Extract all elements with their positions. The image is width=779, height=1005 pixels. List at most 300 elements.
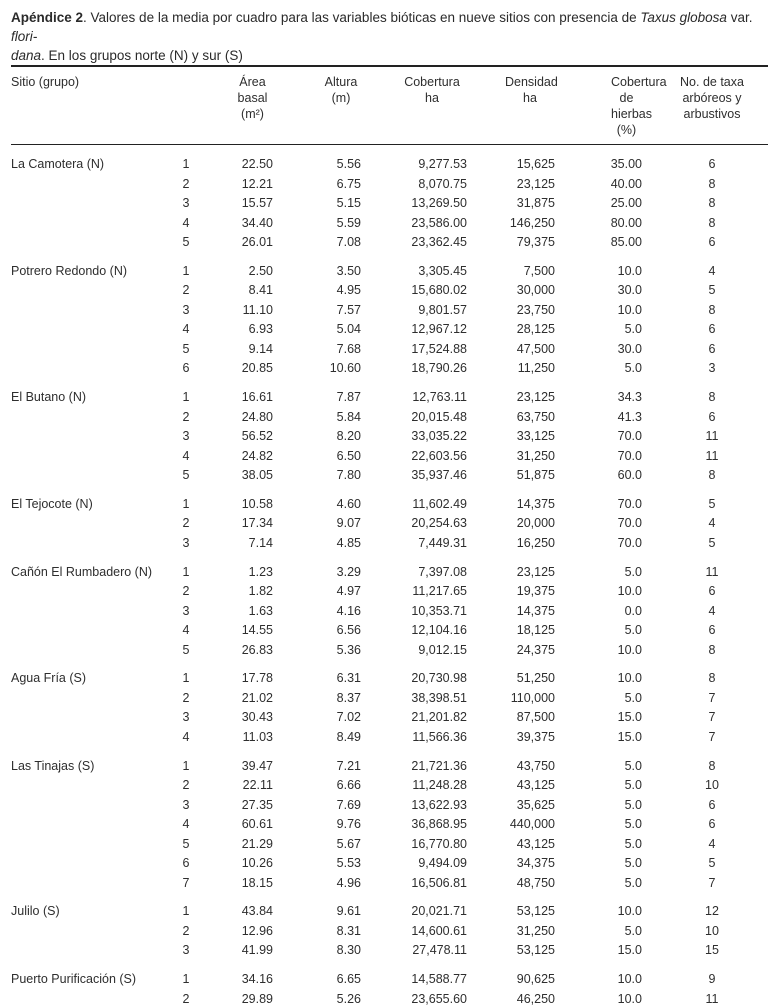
cell-density: 33,125 <box>516 429 555 443</box>
table-row <box>11 300 768 320</box>
cell-herb_cover: 5.0 <box>624 836 642 851</box>
cell-herb_cover: 5.0 <box>624 923 642 938</box>
cell-herb_cover: 30.0 <box>617 341 642 356</box>
cell-quadrat: 2 <box>182 923 190 938</box>
column-header-line: de hierbas <box>611 91 652 121</box>
cell-quadrat: 1 <box>182 157 190 171</box>
table-row <box>11 232 768 252</box>
cell-site <box>11 688 168 708</box>
cell-taxa: 6 <box>708 322 716 337</box>
cell-site <box>11 533 168 553</box>
cell-height: 7.08 <box>336 235 361 249</box>
cell-density: 7,500 <box>523 263 555 278</box>
cell-density: 43,125 <box>516 778 555 792</box>
cell-quadrat: 3 <box>182 943 190 958</box>
table-row <box>11 989 768 1005</box>
cell-taxa: 8 <box>708 302 716 317</box>
cell-herb_cover: 5.0 <box>624 778 642 792</box>
cell-site <box>11 514 168 534</box>
cell-taxa: 7 <box>708 710 716 725</box>
caption-segment: var. <box>726 10 753 25</box>
cell-height: 3.50 <box>336 263 361 278</box>
cell-cover: 17,524.88 <box>411 341 467 356</box>
cell-height: 6.65 <box>336 972 361 986</box>
cell-quadrat: 3 <box>182 429 190 443</box>
table-row <box>11 252 768 281</box>
cell-taxa: 6 <box>708 817 716 831</box>
table-row <box>11 174 768 194</box>
cell-height: 6.50 <box>336 448 361 463</box>
cell-site: Puerto Purificación (S) <box>11 972 137 986</box>
cell-herb_cover: 5.0 <box>624 361 642 376</box>
cell-site <box>11 213 168 233</box>
cell-basal_area: 2.50 <box>248 263 273 278</box>
cell-height: 8.30 <box>336 943 361 958</box>
cell-herb_cover: 10.0 <box>617 263 642 278</box>
table-row <box>11 834 768 854</box>
cell-basal_area: 39.47 <box>241 758 273 773</box>
cell-site <box>11 873 168 893</box>
cell-cover: 13,269.50 <box>411 196 467 210</box>
cell-density: 20,000 <box>516 516 555 531</box>
cell-height: 3.29 <box>336 564 361 579</box>
cell-taxa: 4 <box>708 516 716 531</box>
table-row <box>11 281 768 301</box>
cell-basal_area: 18.15 <box>241 875 273 890</box>
cell-herb_cover: 40.00 <box>610 176 642 191</box>
cell-site <box>11 300 168 320</box>
table-row <box>11 775 768 795</box>
table-row <box>11 485 768 514</box>
column-header-line: (m) <box>331 91 351 105</box>
cell-basal_area: 34.16 <box>241 972 273 986</box>
cell-site <box>11 708 168 728</box>
cell-quadrat: 3 <box>182 302 190 317</box>
table-row <box>11 407 768 427</box>
cell-site: Cañón El Rumbadero (N) <box>11 564 153 579</box>
cell-height: 9.61 <box>336 904 361 919</box>
cell-basal_area: 16.61 <box>241 390 273 404</box>
cell-herb_cover: 10.0 <box>617 991 642 1005</box>
caption-segment: flori- <box>11 29 38 44</box>
cell-density: 146,250 <box>509 215 555 230</box>
cell-site <box>11 601 168 621</box>
cell-quadrat: 4 <box>182 215 190 230</box>
cell-cover: 9,277.53 <box>418 157 467 171</box>
cell-cover: 16,770.80 <box>411 836 467 851</box>
cell-site <box>11 853 168 873</box>
cell-taxa: 5 <box>708 283 716 298</box>
column-header-quadrat <box>168 66 204 145</box>
cell-cover: 22,603.56 <box>411 448 467 463</box>
cell-density: 35,625 <box>516 797 555 812</box>
cell-density: 14,375 <box>516 496 555 511</box>
cell-taxa: 5 <box>708 496 716 511</box>
cell-height: 5.67 <box>336 836 361 851</box>
column-header-line: Cobertura <box>404 75 460 89</box>
cell-taxa: 6 <box>708 584 716 598</box>
cell-basal_area: 17.78 <box>241 671 273 686</box>
cell-quadrat: 5 <box>182 836 190 851</box>
cell-taxa: 6 <box>708 623 716 637</box>
cell-density: 14,375 <box>516 603 555 618</box>
cell-herb_cover: 34.3 <box>617 390 642 404</box>
cell-quadrat: 1 <box>182 671 190 686</box>
cell-quadrat: 2 <box>182 584 190 598</box>
cell-density: 53,125 <box>516 943 555 958</box>
cell-basal_area: 60.61 <box>241 817 273 831</box>
cell-cover: 38,398.51 <box>411 690 467 705</box>
cell-height: 5.15 <box>336 196 361 210</box>
cell-density: 23,125 <box>516 390 555 404</box>
cell-density: 23,125 <box>516 176 555 191</box>
cell-cover: 8,070.75 <box>418 176 467 191</box>
cell-height: 8.49 <box>336 729 361 744</box>
table-row <box>11 747 768 776</box>
cell-basal_area: 20.85 <box>241 361 273 376</box>
cell-cover: 10,353.71 <box>411 603 467 618</box>
cell-taxa: 11 <box>705 429 719 443</box>
cell-density: 31,250 <box>516 448 555 463</box>
cell-basal_area: 22.50 <box>241 157 273 171</box>
cell-quadrat: 5 <box>182 468 190 482</box>
cell-cover: 11,248.28 <box>412 778 467 792</box>
cell-height: 7.21 <box>336 758 361 773</box>
caption-segment: Apéndice 2 <box>11 10 84 25</box>
cell-herb_cover: 41.3 <box>617 409 642 424</box>
cell-quadrat: 4 <box>182 448 190 463</box>
cell-site <box>11 339 168 359</box>
cell-basal_area: 29.89 <box>241 991 273 1005</box>
cell-site: Las Tinajas (S) <box>11 758 95 773</box>
cell-cover: 21,721.36 <box>411 758 467 773</box>
cell-quadrat: 3 <box>182 710 190 725</box>
cell-site <box>11 941 168 961</box>
cell-taxa: 8 <box>708 196 716 210</box>
cell-height: 7.57 <box>336 302 361 317</box>
cell-basal_area: 10.26 <box>241 856 273 870</box>
cell-herb_cover: 5.0 <box>624 564 642 579</box>
table-row <box>11 640 768 660</box>
cell-cover: 33,035.22 <box>411 429 467 443</box>
cell-density: 34,375 <box>516 856 555 870</box>
cell-height: 7.80 <box>336 468 361 482</box>
cell-density: 23,750 <box>516 302 555 317</box>
cell-taxa: 6 <box>708 797 716 812</box>
cell-herb_cover: 5.0 <box>624 797 642 812</box>
cell-basal_area: 7.14 <box>248 535 273 550</box>
column-header-line: Cobertura <box>611 75 667 89</box>
cell-cover: 7,449.31 <box>418 535 467 550</box>
cell-height: 4.95 <box>336 283 361 298</box>
cell-site <box>11 795 168 815</box>
column-header-cover <box>361 66 467 145</box>
cell-taxa: 5 <box>708 856 716 870</box>
column-header-line: No. de taxa <box>680 75 744 89</box>
cell-herb_cover: 15.0 <box>617 729 642 744</box>
cell-basal_area: 1.82 <box>248 584 273 598</box>
cell-site <box>11 193 168 213</box>
cell-density: 11,250 <box>517 361 555 376</box>
cell-cover: 16,506.81 <box>411 875 467 890</box>
cell-density: 79,375 <box>516 235 555 249</box>
cell-basal_area: 21.29 <box>241 836 273 851</box>
table-row <box>11 193 768 213</box>
cell-quadrat: 4 <box>182 729 190 744</box>
cell-quadrat: 2 <box>182 778 190 792</box>
cell-basal_area: 15.57 <box>241 196 273 210</box>
cell-herb_cover: 10.0 <box>617 584 642 598</box>
cell-quadrat: 2 <box>182 409 190 424</box>
cell-taxa: 7 <box>708 875 716 890</box>
cell-taxa: 8 <box>708 671 716 686</box>
cell-cover: 20,015.48 <box>411 409 467 424</box>
cell-density: 15,625 <box>516 157 555 171</box>
cell-taxa: 8 <box>708 176 716 191</box>
cell-density: 30,000 <box>516 283 555 298</box>
cell-height: 5.26 <box>336 991 361 1005</box>
cell-basal_area: 26.83 <box>241 642 273 657</box>
table-row <box>11 892 768 921</box>
cell-site <box>11 359 168 379</box>
cell-site <box>11 989 168 1005</box>
cell-site <box>11 446 168 466</box>
cell-height: 5.04 <box>336 322 361 337</box>
cell-cover: 13,622.93 <box>411 797 467 812</box>
cell-height: 4.96 <box>336 875 361 890</box>
cell-taxa: 10 <box>705 923 719 938</box>
cell-herb_cover: 10.0 <box>617 972 642 986</box>
cell-site: La Camotera (N) <box>11 157 105 171</box>
cell-herb_cover: 5.0 <box>624 856 642 870</box>
cell-taxa: 6 <box>708 409 716 424</box>
cell-height: 7.02 <box>336 710 361 725</box>
table-row <box>11 378 768 407</box>
cell-site <box>11 465 168 485</box>
column-header-site <box>11 66 168 145</box>
cell-herb_cover: 35.00 <box>610 157 642 171</box>
cell-site: Agua Fría (S) <box>11 671 87 686</box>
table-row <box>11 426 768 446</box>
cell-site <box>11 232 168 252</box>
cell-height: 6.66 <box>336 778 361 792</box>
cell-cover: 9,494.09 <box>418 856 467 870</box>
cell-herb_cover: 70.0 <box>617 516 642 531</box>
cell-height: 4.97 <box>336 584 361 598</box>
cell-quadrat: 5 <box>182 341 190 356</box>
cell-cover: 12,967.12 <box>411 322 467 337</box>
cell-basal_area: 38.05 <box>241 468 273 482</box>
cell-quadrat: 2 <box>182 991 190 1005</box>
cell-cover: 23,362.45 <box>411 235 467 249</box>
cell-quadrat: 6 <box>182 856 190 870</box>
cell-site <box>11 814 168 834</box>
cell-basal_area: 17.34 <box>241 516 273 531</box>
cell-cover: 3,305.45 <box>418 263 467 278</box>
cell-cover: 21,201.82 <box>411 710 467 725</box>
cell-site: El Butano (N) <box>11 390 87 404</box>
cell-basal_area: 1.23 <box>248 564 273 579</box>
cell-basal_area: 43.84 <box>241 904 273 919</box>
cell-basal_area: 34.40 <box>241 215 273 230</box>
cell-density: 16,250 <box>516 535 555 550</box>
cell-quadrat: 4 <box>182 322 190 337</box>
column-header-line: ha <box>425 91 439 105</box>
cell-herb_cover: 70.0 <box>617 429 642 443</box>
cell-site <box>11 426 168 446</box>
table-row <box>11 446 768 466</box>
cell-site <box>11 320 168 340</box>
table-caption <box>11 8 768 65</box>
cell-site <box>11 174 168 194</box>
cell-quadrat: 2 <box>182 690 190 705</box>
cell-taxa: 6 <box>708 341 716 356</box>
cell-basal_area: 11.03 <box>242 729 273 744</box>
cell-taxa: 4 <box>708 263 716 278</box>
cell-height: 5.56 <box>336 157 361 171</box>
cell-herb_cover: 15.0 <box>617 943 642 958</box>
data-table <box>11 65 768 1005</box>
column-header-line: Área basal <box>237 75 268 105</box>
cell-site <box>11 620 168 640</box>
cell-herb_cover: 10.0 <box>617 671 642 686</box>
cell-density: 31,875 <box>516 196 555 210</box>
cell-site: Julilo (S) <box>11 904 60 919</box>
cell-basal_area: 56.52 <box>241 429 273 443</box>
cell-basal_area: 9.14 <box>248 341 273 356</box>
table-row <box>11 795 768 815</box>
cell-herb_cover: 10.0 <box>617 302 642 317</box>
cell-taxa: 10 <box>705 778 719 792</box>
cell-herb_cover: 0.0 <box>624 603 642 618</box>
table-row <box>11 359 768 379</box>
cell-quadrat: 5 <box>182 235 190 249</box>
table-row <box>11 601 768 621</box>
table-row <box>11 921 768 941</box>
cell-site: Potrero Redondo (N) <box>11 263 128 278</box>
table-row <box>11 960 768 989</box>
cell-taxa: 6 <box>708 157 716 171</box>
cell-taxa: 4 <box>708 603 716 618</box>
cell-site <box>11 727 168 747</box>
table-row <box>11 708 768 728</box>
cell-basal_area: 1.63 <box>248 603 273 618</box>
cell-height: 7.68 <box>336 341 361 356</box>
cell-quadrat: 1 <box>182 263 190 278</box>
cell-cover: 11,217.65 <box>412 584 467 598</box>
cell-taxa: 7 <box>708 729 716 744</box>
cell-cover: 20,254.63 <box>411 516 467 531</box>
cell-herb_cover: 5.0 <box>624 817 642 831</box>
cell-basal_area: 30.43 <box>241 710 273 725</box>
cell-basal_area: 14.55 <box>241 623 273 637</box>
cell-taxa: 9 <box>708 972 716 986</box>
cell-density: 39,375 <box>516 729 555 744</box>
cell-cover: 20,021.71 <box>411 904 467 919</box>
table-row <box>11 659 768 688</box>
cell-herb_cover: 30.0 <box>617 283 642 298</box>
cell-quadrat: 3 <box>182 797 190 812</box>
cell-taxa: 8 <box>708 642 716 657</box>
cell-height: 4.16 <box>336 603 361 618</box>
cell-herb_cover: 5.0 <box>624 623 642 637</box>
cell-site: El Tejocote (N) <box>11 496 93 511</box>
table-row <box>11 620 768 640</box>
cell-herb_cover: 70.0 <box>617 496 642 511</box>
cell-herb_cover: 5.0 <box>624 322 642 337</box>
cell-site <box>11 921 168 941</box>
caption-segment: . Valores de la media por cuadro para las variables bióticas en nueve sitios con presencia de <box>83 10 641 25</box>
caption-segment: dana <box>11 48 42 63</box>
cell-quadrat: 1 <box>182 972 190 986</box>
table-row <box>11 339 768 359</box>
cell-height: 6.56 <box>336 623 361 637</box>
cell-height: 4.60 <box>336 496 361 511</box>
cell-quadrat: 1 <box>182 564 190 579</box>
cell-herb_cover: 80.00 <box>610 215 642 230</box>
cell-herb_cover: 15.0 <box>617 710 642 725</box>
cell-height: 5.59 <box>336 215 361 230</box>
cell-cover: 12,104.16 <box>411 623 467 637</box>
table-row <box>11 941 768 961</box>
cell-basal_area: 26.01 <box>241 235 273 249</box>
cell-height: 5.84 <box>336 409 361 424</box>
cell-taxa: 8 <box>708 215 716 230</box>
cell-quadrat: 5 <box>182 642 190 657</box>
cell-herb_cover: 25.00 <box>610 196 642 210</box>
cell-quadrat: 4 <box>182 817 190 831</box>
cell-basal_area: 12.96 <box>241 923 273 938</box>
header-row <box>11 66 768 145</box>
column-header-basal_area <box>204 66 273 145</box>
cell-density: 28,125 <box>516 322 555 337</box>
cell-taxa: 4 <box>708 836 716 851</box>
column-header-line: (%) <box>616 123 637 137</box>
cell-basal_area: 27.35 <box>241 797 273 812</box>
cell-density: 87,500 <box>516 710 555 725</box>
cell-site <box>11 581 168 601</box>
cell-cover: 14,588.77 <box>411 972 467 986</box>
cell-quadrat: 7 <box>182 875 190 890</box>
cell-cover: 11,602.49 <box>412 496 467 511</box>
table-row <box>11 514 768 534</box>
cell-basal_area: 11.10 <box>242 302 273 317</box>
cell-density: 110,000 <box>510 690 555 705</box>
cell-cover: 35,937.46 <box>411 468 467 482</box>
cell-cover: 36,868.95 <box>411 817 467 831</box>
cell-site <box>11 640 168 660</box>
column-header-herb_cover <box>555 66 667 145</box>
table-row <box>11 533 768 553</box>
cell-taxa: 7 <box>708 690 716 705</box>
cell-height: 5.36 <box>336 642 361 657</box>
cell-quadrat: 4 <box>182 623 190 637</box>
cell-taxa: 11 <box>705 564 719 579</box>
cell-height: 5.53 <box>336 856 361 870</box>
cell-cover: 7,397.08 <box>418 564 467 579</box>
cell-density: 18,125 <box>516 623 555 637</box>
column-header-line: Sitio (grupo) <box>11 75 80 89</box>
cell-cover: 27,478.11 <box>412 943 467 958</box>
cell-height: 9.07 <box>336 516 361 531</box>
cell-cover: 9,012.15 <box>418 642 467 657</box>
cell-herb_cover: 70.0 <box>617 535 642 550</box>
cell-cover: 11,566.36 <box>412 729 467 744</box>
cell-density: 47,500 <box>516 341 555 356</box>
table-row <box>11 553 768 582</box>
cell-herb_cover: 10.0 <box>617 904 642 919</box>
table-row <box>11 145 768 174</box>
